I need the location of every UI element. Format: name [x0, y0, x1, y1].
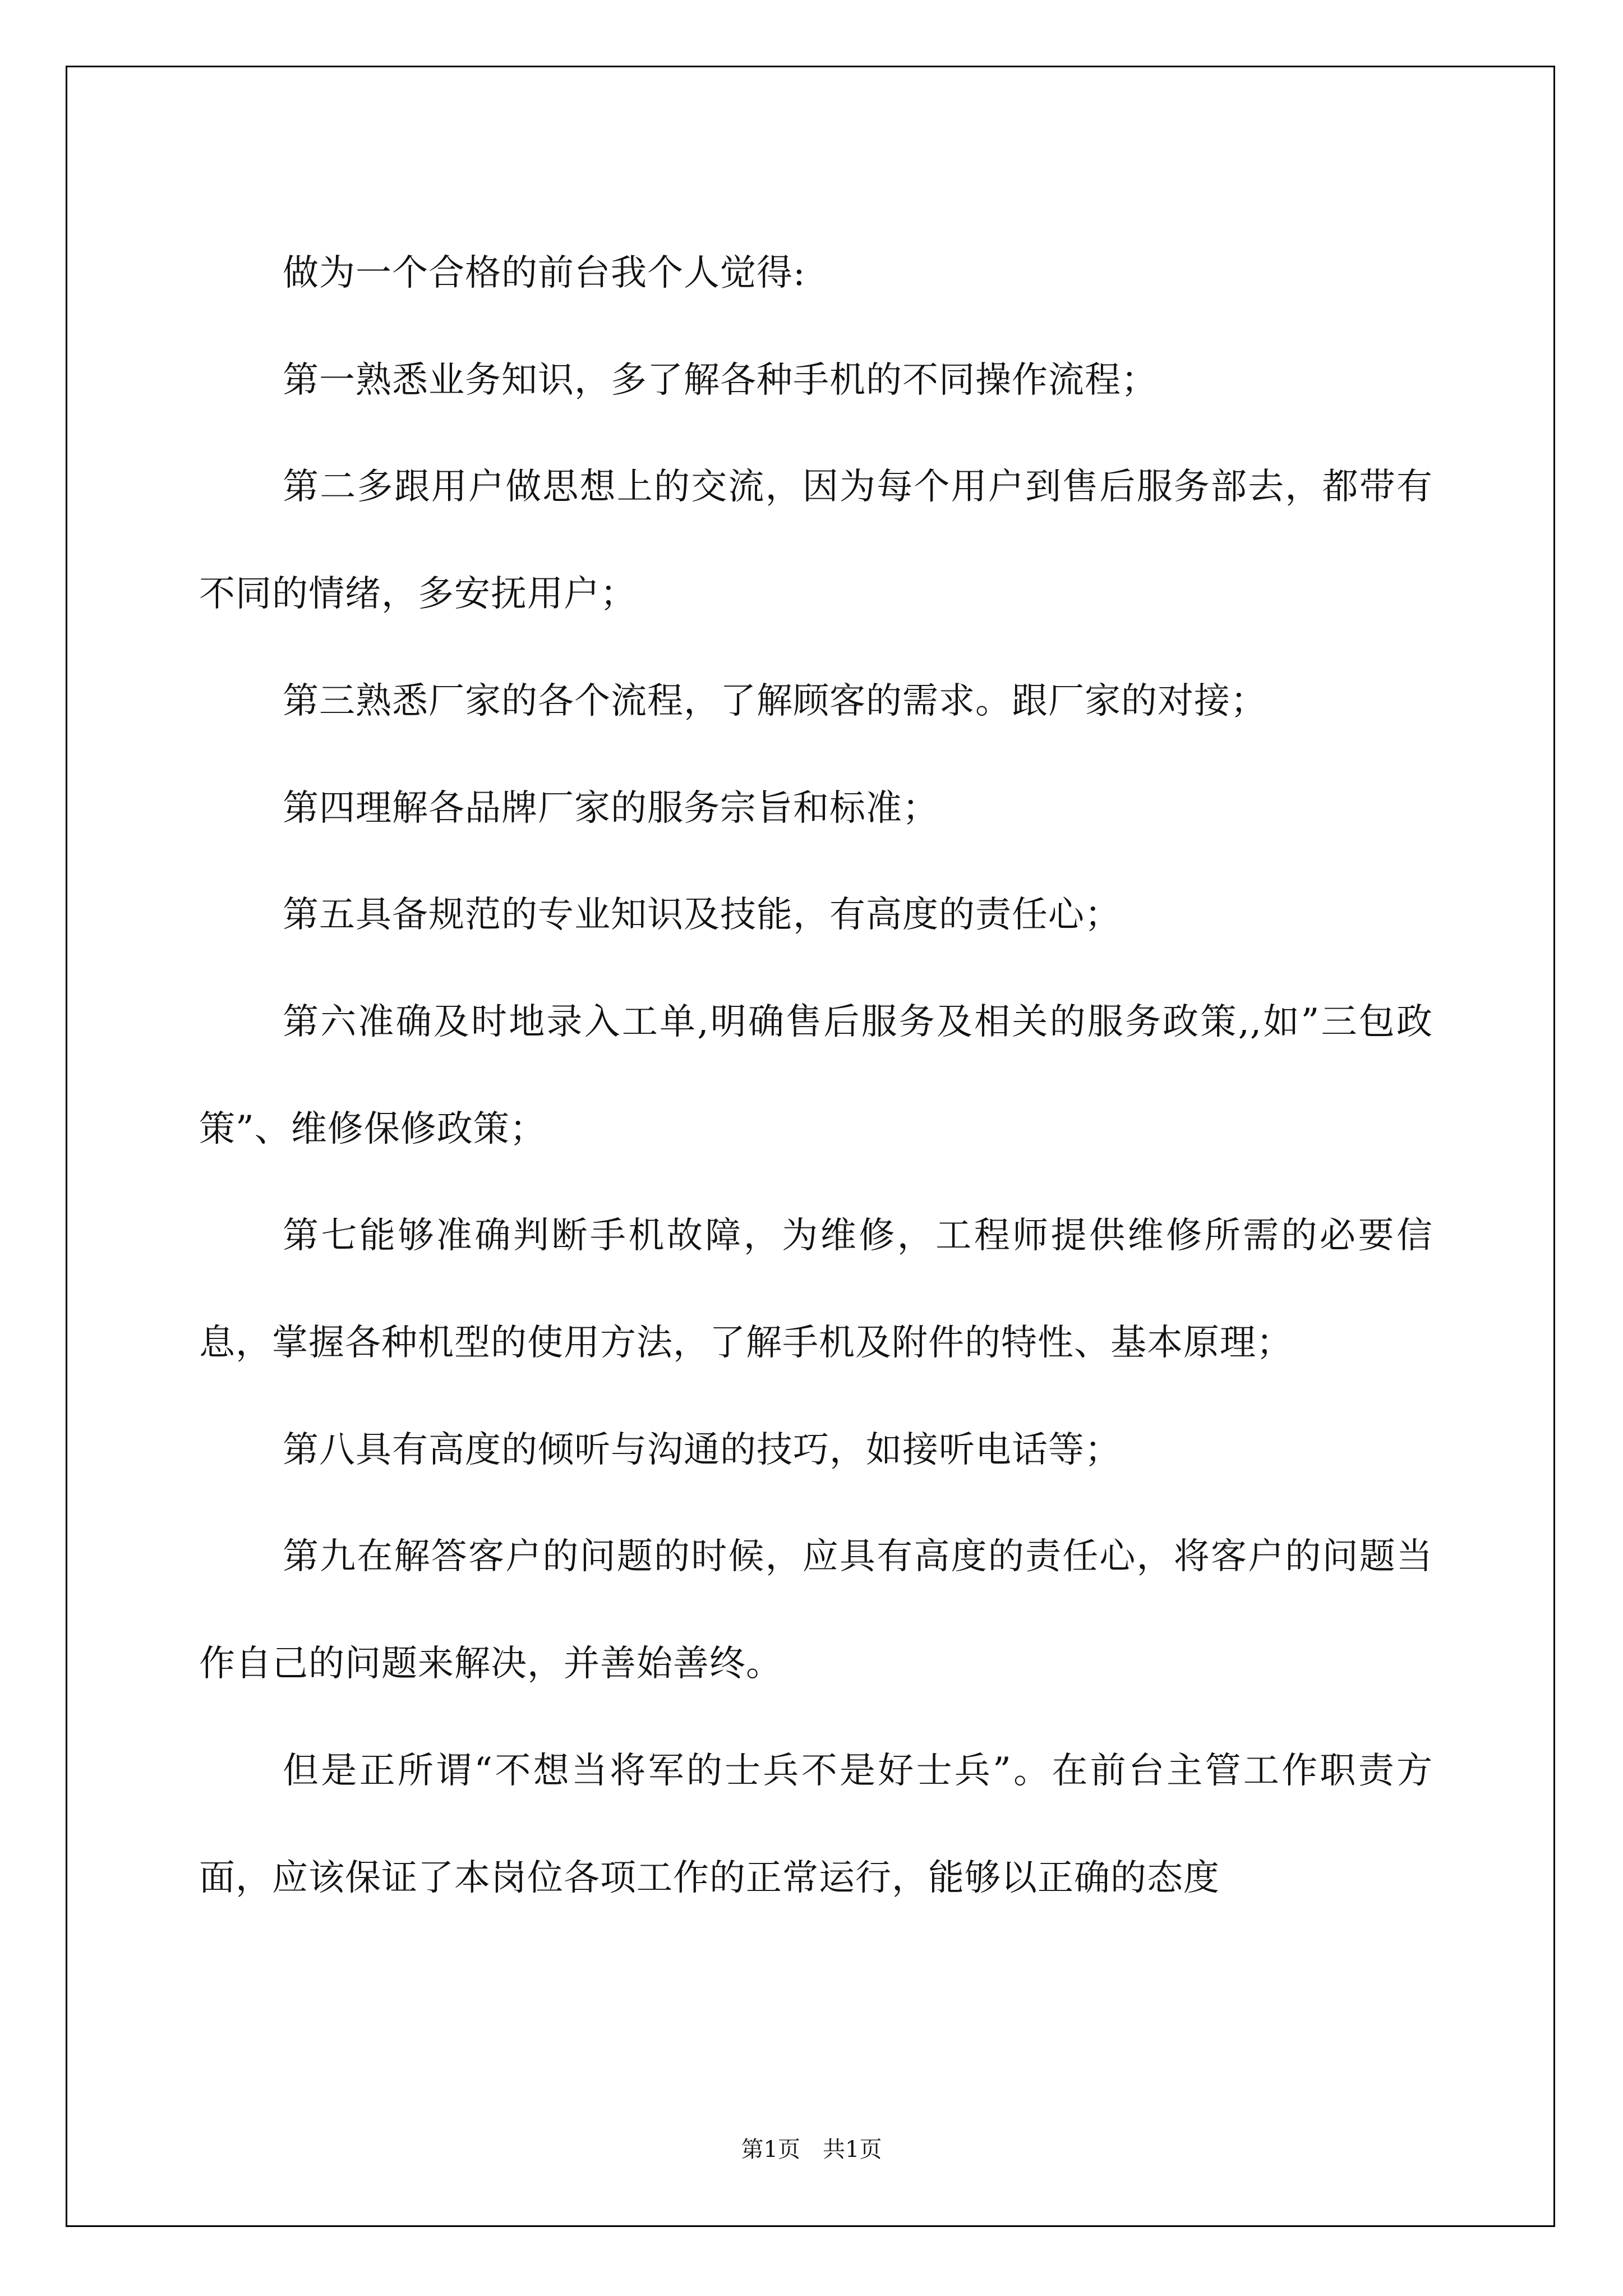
paragraph-point-1: 第一熟悉业务知识，多了解各种手机的不同操作流程； — [283, 359, 1158, 401]
paragraph-point-5: 第五具备规范的专业知识及技能，有高度的责任心； — [283, 894, 1121, 936]
paragraph-point-2: 第二多跟用户做思想上的交流，因为每个用户到售后服务部去，都带有不同的情绪，多安抚用户； — [199, 466, 1433, 615]
document-body — [199, 220, 1433, 1931]
paragraph-point-4: 第四理解各品牌厂家的服务宗旨和标准； — [283, 787, 939, 829]
paragraph-point-8: 第八具有高度的倾听与沟通的技巧，如接听电话等； — [283, 1429, 1121, 1471]
paragraph-intro: 做为一个合格的前台我个人觉得: — [283, 252, 806, 294]
paragraph-closing: 但是正所谓“不想当将军的士兵不是好士兵”。在前台主管工作职责方面，应该保证了本岗位各项工作的正常运行，能够以正确的态度 — [199, 1750, 1433, 1899]
paragraph-point-9: 第九在解答客户的问题的时候，应具有高度的责任心，将客户的问题当作自己的问题来解决，并善始善终。 — [199, 1536, 1433, 1685]
page-total: 共1页 — [823, 2137, 882, 2162]
paragraph-point-3: 第三熟悉厂家的各个流程，了解顾客的需求。跟厂家的对接； — [283, 680, 1267, 722]
page-number: 第1页 — [741, 2137, 800, 2162]
page-footer — [0, 2132, 1623, 2164]
paragraph-point-6: 第六准确及时地录入工单,明确售后服务及相关的服务政策,,如”三包政策”、维修保修政策； — [199, 1001, 1433, 1150]
paragraph-point-7: 第七能够准确判断手机故障，为维修，工程师提供维修所需的必要信息，掌握各种机型的使用方法，了解手机及附件的特性、基本原理； — [199, 1215, 1433, 1364]
